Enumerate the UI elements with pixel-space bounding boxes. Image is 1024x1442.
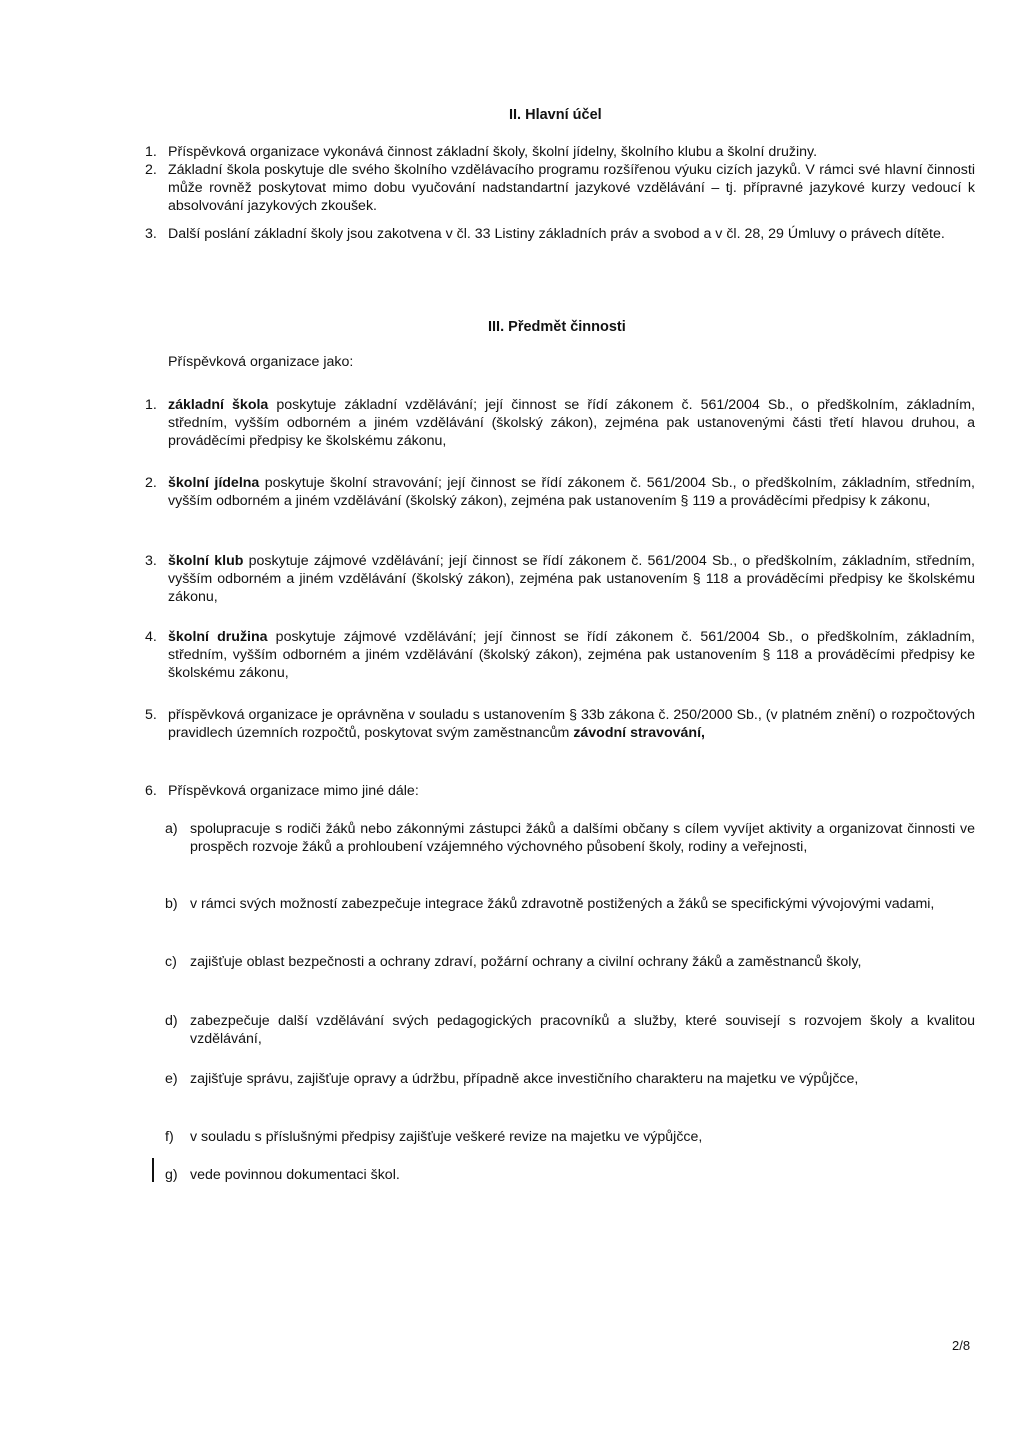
item-number: 1.: [145, 397, 157, 413]
subitem-text: v souladu s příslušnými předpisy zajišťuje veškeré revize na majetku ve výpůjčce,: [190, 1129, 703, 1145]
subitem-text: spolupracuje s rodiči žáků nebo zákonnými zástupci žáků a dalšími občany s cílem vyvíjet aktivity a organizovat činnosti ve prospěch rozvoje žáků a prohloubení vzájemného výchovného působení školy, rodiny a veřejnosti,: [190, 821, 975, 855]
activity-item: [145, 706, 975, 742]
item-text: školní jídelna poskytuje školní stravování; její činnost se řídí zákonem č. 561/2004 Sb., o předškolním, základním, středním, vyšším odborném a jiném vzdělávání (školský zákon), zejména pak ustanovením § 119 a prováděcími předpisy k zákonu,: [168, 475, 975, 509]
activity-item: [145, 396, 975, 450]
subitem-text: zabezpečuje další vzdělávání svých pedagogických pracovníků a služby, které souvisejí s rozvojem školy a kvalitou vzdělávání,: [190, 1013, 975, 1047]
item-text: Příspěvková organizace mimo jiné dále:: [168, 783, 419, 799]
item-term: školní družina: [168, 629, 268, 645]
item-text: příspěvková organizace je oprávněna v souladu s ustanovením § 33b zákona č. 250/2000 Sb., (v platném znění) o rozpočtových pravidlech územních rozpočtů, poskytovat svým zaměstnancům závodní stravování,: [168, 707, 975, 741]
activity-item: [145, 552, 975, 606]
item-term: základní škola: [168, 397, 269, 413]
section-intro: Příspěvková organizace jako:: [168, 354, 354, 370]
item-term: závodní stravování,: [573, 725, 705, 741]
margin-mark: [152, 1158, 154, 1182]
item-text: školní klub poskytuje zájmové vzdělávání; její činnost se řídí zákonem č. 561/2004 Sb., o předškolním, základním, středním, vyšším odborném a jiném vzdělávání (školský zákon), zejména pak ustanovením § 118 a prováděcími předpisy ke školskému zákonu,: [168, 553, 975, 605]
activity-subitem: [145, 1070, 975, 1088]
subitem-letter: b): [165, 896, 178, 912]
subitem-letter: a): [165, 821, 178, 837]
item-text: Základní škola poskytuje dle svého školního vzdělávacího programu rozšířenou výuku cizích jazyků. V rámci své hlavní činnosti může rovněž poskytovat mimo dobu vyučování nadstandartní jazykové vzdělávání – tj. přípravné jazykové kurzy vedoucí k absolvování jazykových zkoušek.: [168, 162, 975, 214]
main-purpose-item: [145, 161, 975, 215]
section-heading-main-purpose: II. Hlavní účel: [509, 107, 602, 123]
item-term: školní jídelna: [168, 475, 260, 491]
subitem-letter: c): [165, 954, 177, 970]
activity-subitem: [145, 820, 975, 856]
subitem-text: vede povinnou dokumentaci škol.: [190, 1167, 400, 1183]
subitem-letter: f): [165, 1129, 174, 1145]
item-number: 3.: [145, 553, 157, 569]
activity-subitem: [145, 1166, 975, 1184]
item-number: 4.: [145, 629, 157, 645]
item-number: 1.: [145, 144, 157, 160]
activity-subitem: [145, 1012, 975, 1048]
main-purpose-item: [145, 225, 975, 243]
activity-item: [145, 474, 975, 510]
item-text: Další poslání základní školy jsou zakotvena v čl. 33 Listiny základních práv a svobod a v čl. 28, 29 Úmluvy o právech dítěte.: [168, 226, 945, 242]
item-number: 6.: [145, 783, 157, 799]
activity-item: [145, 782, 975, 800]
main-purpose-item: [145, 143, 975, 161]
subitem-text: zajišťuje oblast bezpečnosti a ochrany zdraví, požární ochrany a civilní ochrany žáků a zaměstnanců školy,: [190, 954, 862, 970]
item-term: školní klub: [168, 553, 244, 569]
item-text: Příspěvková organizace vykonává činnost základní školy, školní jídelny, školního klubu a školní družiny.: [168, 144, 818, 160]
item-text: školní družina poskytuje zájmové vzdělávání; její činnost se řídí zákonem č. 561/2004 Sb., o předškolním, základním, středním, vyšším odborném a jiném vzdělávání (školský zákon), zejména pak ustanovením § 118 a prováděcími předpisy ke školskému zákonu,: [168, 629, 975, 681]
activity-subitem: [145, 895, 975, 913]
item-number: 5.: [145, 707, 157, 723]
item-number: 2.: [145, 475, 157, 491]
activity-item: [145, 628, 975, 682]
item-number: 3.: [145, 226, 157, 242]
page-number: 2/8: [952, 1338, 971, 1353]
item-text: základní škola poskytuje základní vzdělávání; její činnost se řídí zákonem č. 561/2004 Sb., o předškolním, základním, středním, vyšším odborném a jiném vzdělávání (školský zákon), zejména pak ustanovenými části třetí hlavou druhou, a prováděcími předpisy ke školskému zákonu,: [168, 397, 976, 449]
subitem-text: zajišťuje správu, zajišťuje opravy a údržbu, případně akce investičního charakteru na majetku ve výpůjčce,: [190, 1071, 859, 1087]
activity-subitem: [145, 953, 975, 971]
subitem-letter: d): [165, 1013, 178, 1029]
subitem-text: v rámci svých možností zabezpečuje integrace žáků zdravotně postižených a žáků se specifickými vývojovými vadami,: [190, 896, 935, 912]
subitem-letter: g): [165, 1167, 178, 1183]
item-number: 2.: [145, 162, 157, 178]
subitem-letter: e): [165, 1071, 178, 1087]
activity-subitem: [145, 1128, 975, 1146]
section-heading-subject-of-activity: III. Předmět činnosti: [488, 319, 626, 335]
